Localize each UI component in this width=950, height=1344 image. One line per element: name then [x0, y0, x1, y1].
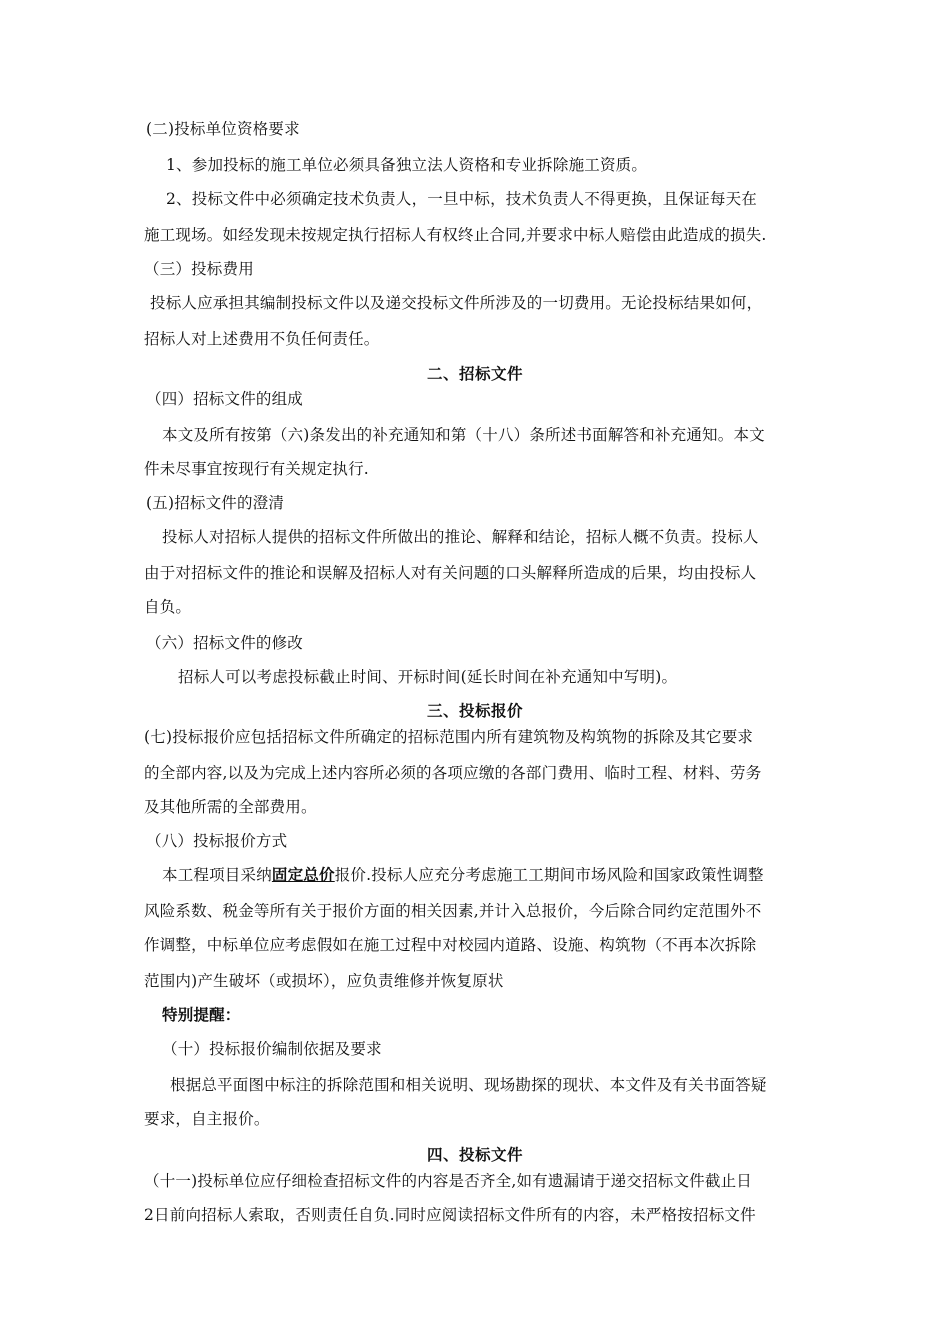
- paragraph-line: 招标人对上述费用不负任何责任。: [144, 330, 380, 348]
- paragraph-line: 的全部内容,以及为完成上述内容所必须的各项应缴的各部门费用、临时工程、材料、劳务: [144, 764, 762, 782]
- paragraph-line-fixed-price: [162, 865, 764, 885]
- subsection-heading-6: （六）招标文件的修改: [146, 634, 304, 652]
- emphasis-fixed-total-price: 固定总价: [271, 866, 335, 884]
- paragraph-line: 1、参加投标的施工单位必须具备独立法人资格和专业拆除施工资质。: [166, 156, 648, 174]
- paragraph-line: 要求，自主报价。: [144, 1110, 270, 1128]
- subsection-heading-8: （八）投标报价方式: [146, 832, 288, 850]
- paragraph-line: 及其他所需的全部费用。: [144, 798, 317, 816]
- paragraph-line: (七)投标报价应包括招标文件所确定的招标范围内所有建筑物及构筑物的拆除及其它要求: [144, 728, 754, 746]
- paragraph-line: （十一)投标单位应仔细检查招标文件的内容是否齐全,如有遗漏请于递交招标文件截止日: [144, 1172, 752, 1190]
- subsection-heading-4: （四）招标文件的组成: [146, 390, 304, 408]
- paragraph-line: 作调整，中标单位应考虑假如在施工过程中对校园内道路、设施、构筑物（不再本次拆除: [144, 936, 757, 954]
- paragraph-line: 招标人可以考虑投标截止时间、开标时间(延长时间在补充通知中写明)。: [178, 668, 678, 686]
- paragraph-line: 2日前向招标人索取，否则责任自负.同时应阅读招标文件所有的内容，未严格按招标文件: [144, 1206, 756, 1224]
- subsection-heading-3: （三）投标费用: [144, 260, 254, 278]
- section-heading-3: 三、投标报价: [426, 702, 523, 720]
- paragraph-line: 风险系数、税金等所有关于报价方面的相关因素,并计入总报价，今后除合同约定范围外不: [144, 902, 762, 920]
- section-heading-2: 二、招标文件: [426, 365, 523, 383]
- paragraph-line: 投标人应承担其编制投标文件以及递交投标文件所涉及的一切费用。无论投标结果如何，: [150, 294, 763, 312]
- subsection-heading-2: (二)投标单位资格要求: [146, 120, 300, 138]
- paragraph-line: 施工现场。如经发现未按规定执行招标人有权终止合同,并要求中标人赔偿由此造成的损失.: [144, 226, 767, 244]
- paragraph-line: 自负。: [144, 598, 192, 616]
- text-run: 报价.投标人应充分考虑施工工期间市场风险和国家政策性调整: [334, 866, 764, 884]
- paragraph-line: 件未尽事宜按现行有关规定执行.: [144, 460, 369, 478]
- subsection-heading-10: （十）投标报价编制依据及要求: [162, 1040, 382, 1058]
- special-reminder: 特别提醒：: [162, 1006, 241, 1024]
- paragraph-line: 投标人对招标人提供的招标文件所做出的推论、解释和结论，招标人概不负责。投标人: [162, 528, 759, 546]
- subsection-heading-5: (五)招标文件的澄清: [146, 494, 285, 512]
- paragraph-line: 范围内)产生破坏（或损坏），应负责维修并恢复原状: [144, 972, 504, 990]
- paragraph-line: 根据总平面图中标注的拆除范围和相关说明、现场勘探的现状、本文件及有关书面答疑: [170, 1076, 767, 1094]
- paragraph-line: 本文及所有按第（六)条发出的补充通知和第（十八）条所述书面解答和补充通知。本文: [162, 426, 765, 444]
- paragraph-line: 由于对招标文件的推论和误解及招标人对有关问题的口头解释所造成的后果，均由投标人: [144, 564, 757, 582]
- text-run: 本工程项目采纳: [162, 866, 272, 884]
- paragraph-line: 2、投标文件中必须确定技术负责人，一旦中标，技术负责人不得更换，且保证每天在: [166, 190, 757, 208]
- section-heading-4: 四、投标文件: [426, 1146, 523, 1164]
